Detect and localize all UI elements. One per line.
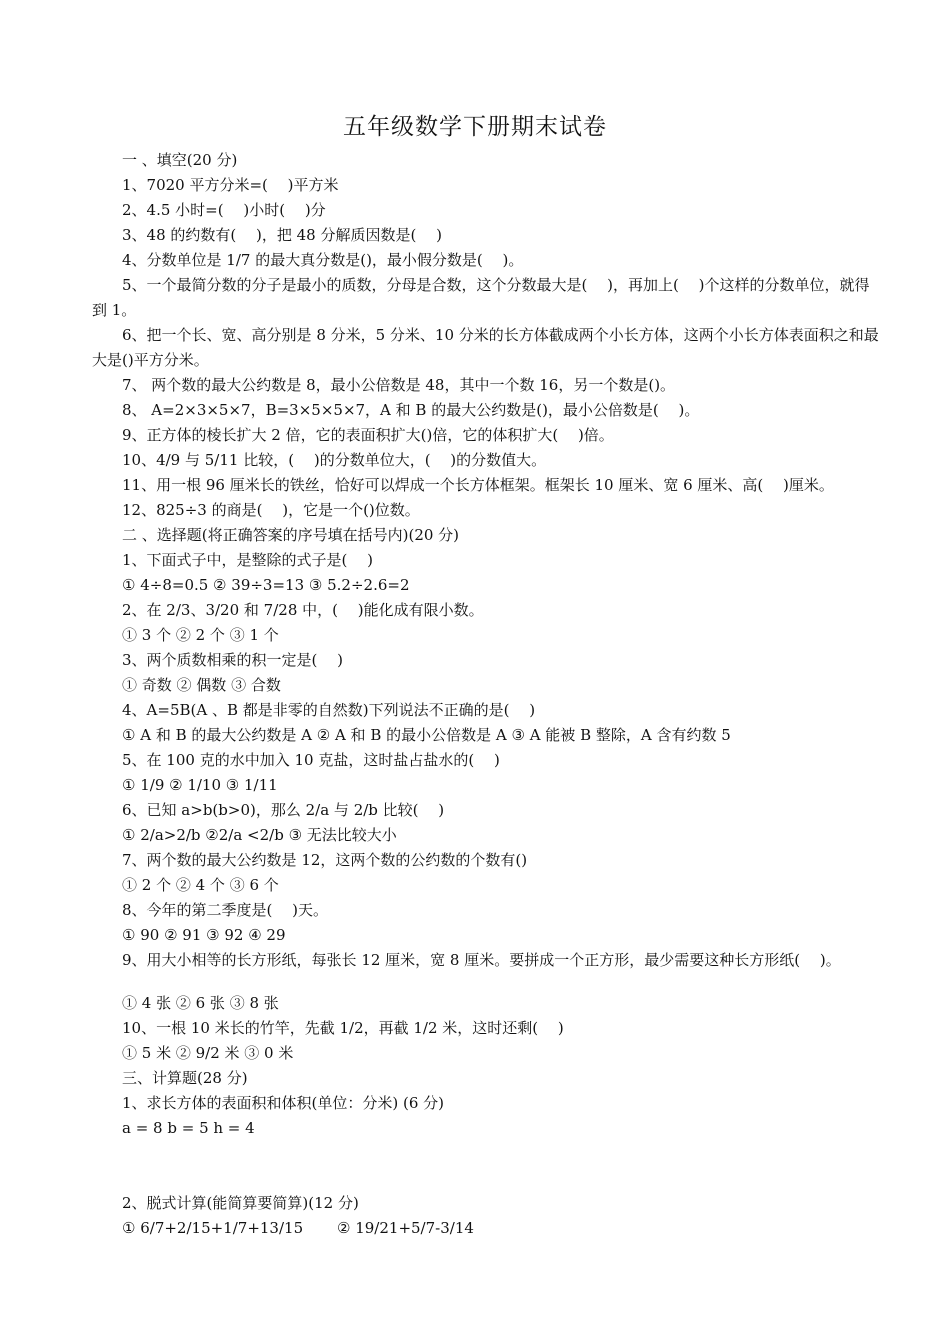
spacer bbox=[92, 973, 882, 991]
answer-options: ① 5 米 ② 9/2 米 ③ 0 米 bbox=[122, 1044, 294, 1062]
question: 4、分数单位是 1/7 的最大真分数是()，最小假分数是( )。 bbox=[122, 251, 524, 269]
answer-options: ① 2 个 ② 4 个 ③ 6 个 bbox=[122, 876, 279, 894]
question: 1、求长方体的表面积和体积(单位：分米) (6 分) bbox=[122, 1094, 445, 1112]
section-heading: 二 、选择题(将正确答案的序号填在括号内)(20 分) bbox=[122, 526, 460, 544]
question: 3、48 的约数有( )，把 48 分解质因数是( ) bbox=[122, 226, 442, 244]
question: 5、在 100 克的水中加入 10 克盐，这时盐占盐水的( ) bbox=[122, 751, 500, 769]
answer-options: ① 3 个 ② 2 个 ③ 1 个 bbox=[122, 626, 279, 644]
question: 6、把一个长、宽、高分别是 8 分米，5 分米、10 分米的长方体截成两个小长方体，这两个小长方体表面积之和最大是()平方分米。 bbox=[92, 326, 879, 369]
answer-options: ① 奇数 ② 偶数 ③ 合数 bbox=[122, 676, 281, 694]
calc-row bbox=[92, 1216, 882, 1241]
question: 7、 两个数的最大公约数是 8，最小公倍数是 48，其中一个数 16，另一个数是()。 bbox=[122, 376, 676, 394]
question: 6、已知 a>b(b>0)，那么 2/a 与 2/b 比较( ) bbox=[122, 801, 445, 819]
question: 9、用大小相等的长方形纸，每张长 12 厘米，宽 8 厘米。要拼成一个正方形，最少需要这种长方形纸( )。 bbox=[122, 951, 841, 969]
question: 2、脱式计算(能简算要简算)(12 分) bbox=[122, 1194, 359, 1212]
question: 2、在 2/3、3/20 和 7/28 中，( )能化成有限小数。 bbox=[122, 601, 484, 619]
question: 10、一根 10 米长的竹竿，先截 1/2，再截 1/2 米，这时还剩( ) bbox=[122, 1019, 564, 1037]
answer-options: ① 4÷8=0.5 ② 39÷3=13 ③ 5.2÷2.6=2 bbox=[122, 576, 410, 594]
question: 8、今年的第二季度是( )天。 bbox=[122, 901, 329, 919]
question: 12、825÷3 的商是( )，它是一个()位数。 bbox=[122, 501, 420, 519]
question: 10、4/9 与 5/11 比较，( )的分数单位大，( )的分数值大。 bbox=[122, 451, 547, 469]
answer-options: ① 90 ② 91 ③ 92 ④ 29 bbox=[122, 926, 286, 944]
answer-options: ① 4 张 ② 6 张 ③ 8 张 bbox=[122, 994, 279, 1012]
question: 11、用一根 96 厘米长的铁丝，恰好可以焊成一个长方体框架。框架长 10 厘米、宽 6 厘米、高( )厘米。 bbox=[122, 476, 834, 494]
answer-space bbox=[92, 1141, 882, 1191]
question: 1、下面式子中，是整除的式子是( ) bbox=[122, 551, 374, 569]
question: 1、7020 平方分米=( )平方米 bbox=[122, 176, 339, 194]
exam-content bbox=[92, 148, 882, 1241]
answer-options: ① A 和 B 的最大公约数是 A ② A 和 B 的最小公倍数是 A ③ A 能被 B 整除，A 含有约数 5 bbox=[122, 726, 731, 744]
calc-item: ② 19/21+5/7-3/14 bbox=[337, 1219, 474, 1237]
section-heading: 三、计算题(28 分) bbox=[122, 1069, 248, 1087]
question: 7、两个数的最大公约数是 12，这两个数的公约数的个数有() bbox=[122, 851, 528, 869]
question: 5、一个最简分数的分子是最小的质数，分母是合数，这个分数最大是( )，再加上( )个这样的分数单位，就得到 1。 bbox=[92, 276, 870, 319]
question: 3、两个质数相乘的积一定是( ) bbox=[122, 651, 344, 669]
given-values: a = 8 b = 5 h = 4 bbox=[122, 1119, 255, 1137]
question: 8、 A=2×3×5×7，B=3×5×5×7，A 和 B 的最大公约数是()，最小公倍数是( )。 bbox=[122, 401, 700, 419]
question: 2、4.5 小时=( )小时( )分 bbox=[122, 201, 326, 219]
question: 4、A=5B(A 、B 都是非零的自然数)下列说法不正确的是( ) bbox=[122, 701, 536, 719]
question: 9、正方体的棱长扩大 2 倍，它的表面积扩大()倍，它的体积扩大( )倍。 bbox=[122, 426, 614, 444]
section-heading: 一 、填空(20 分) bbox=[122, 151, 238, 169]
answer-options: ① 1/9 ② 1/10 ③ 1/11 bbox=[122, 776, 278, 794]
answer-options: ① 2/a>2/b ②2/a <2/b ③ 无法比较大小 bbox=[122, 826, 397, 844]
page-title: 五年级数学下册期末试卷 bbox=[343, 114, 607, 140]
calc-item: ① 6/7+2/15+1/7+13/15 bbox=[122, 1219, 304, 1237]
